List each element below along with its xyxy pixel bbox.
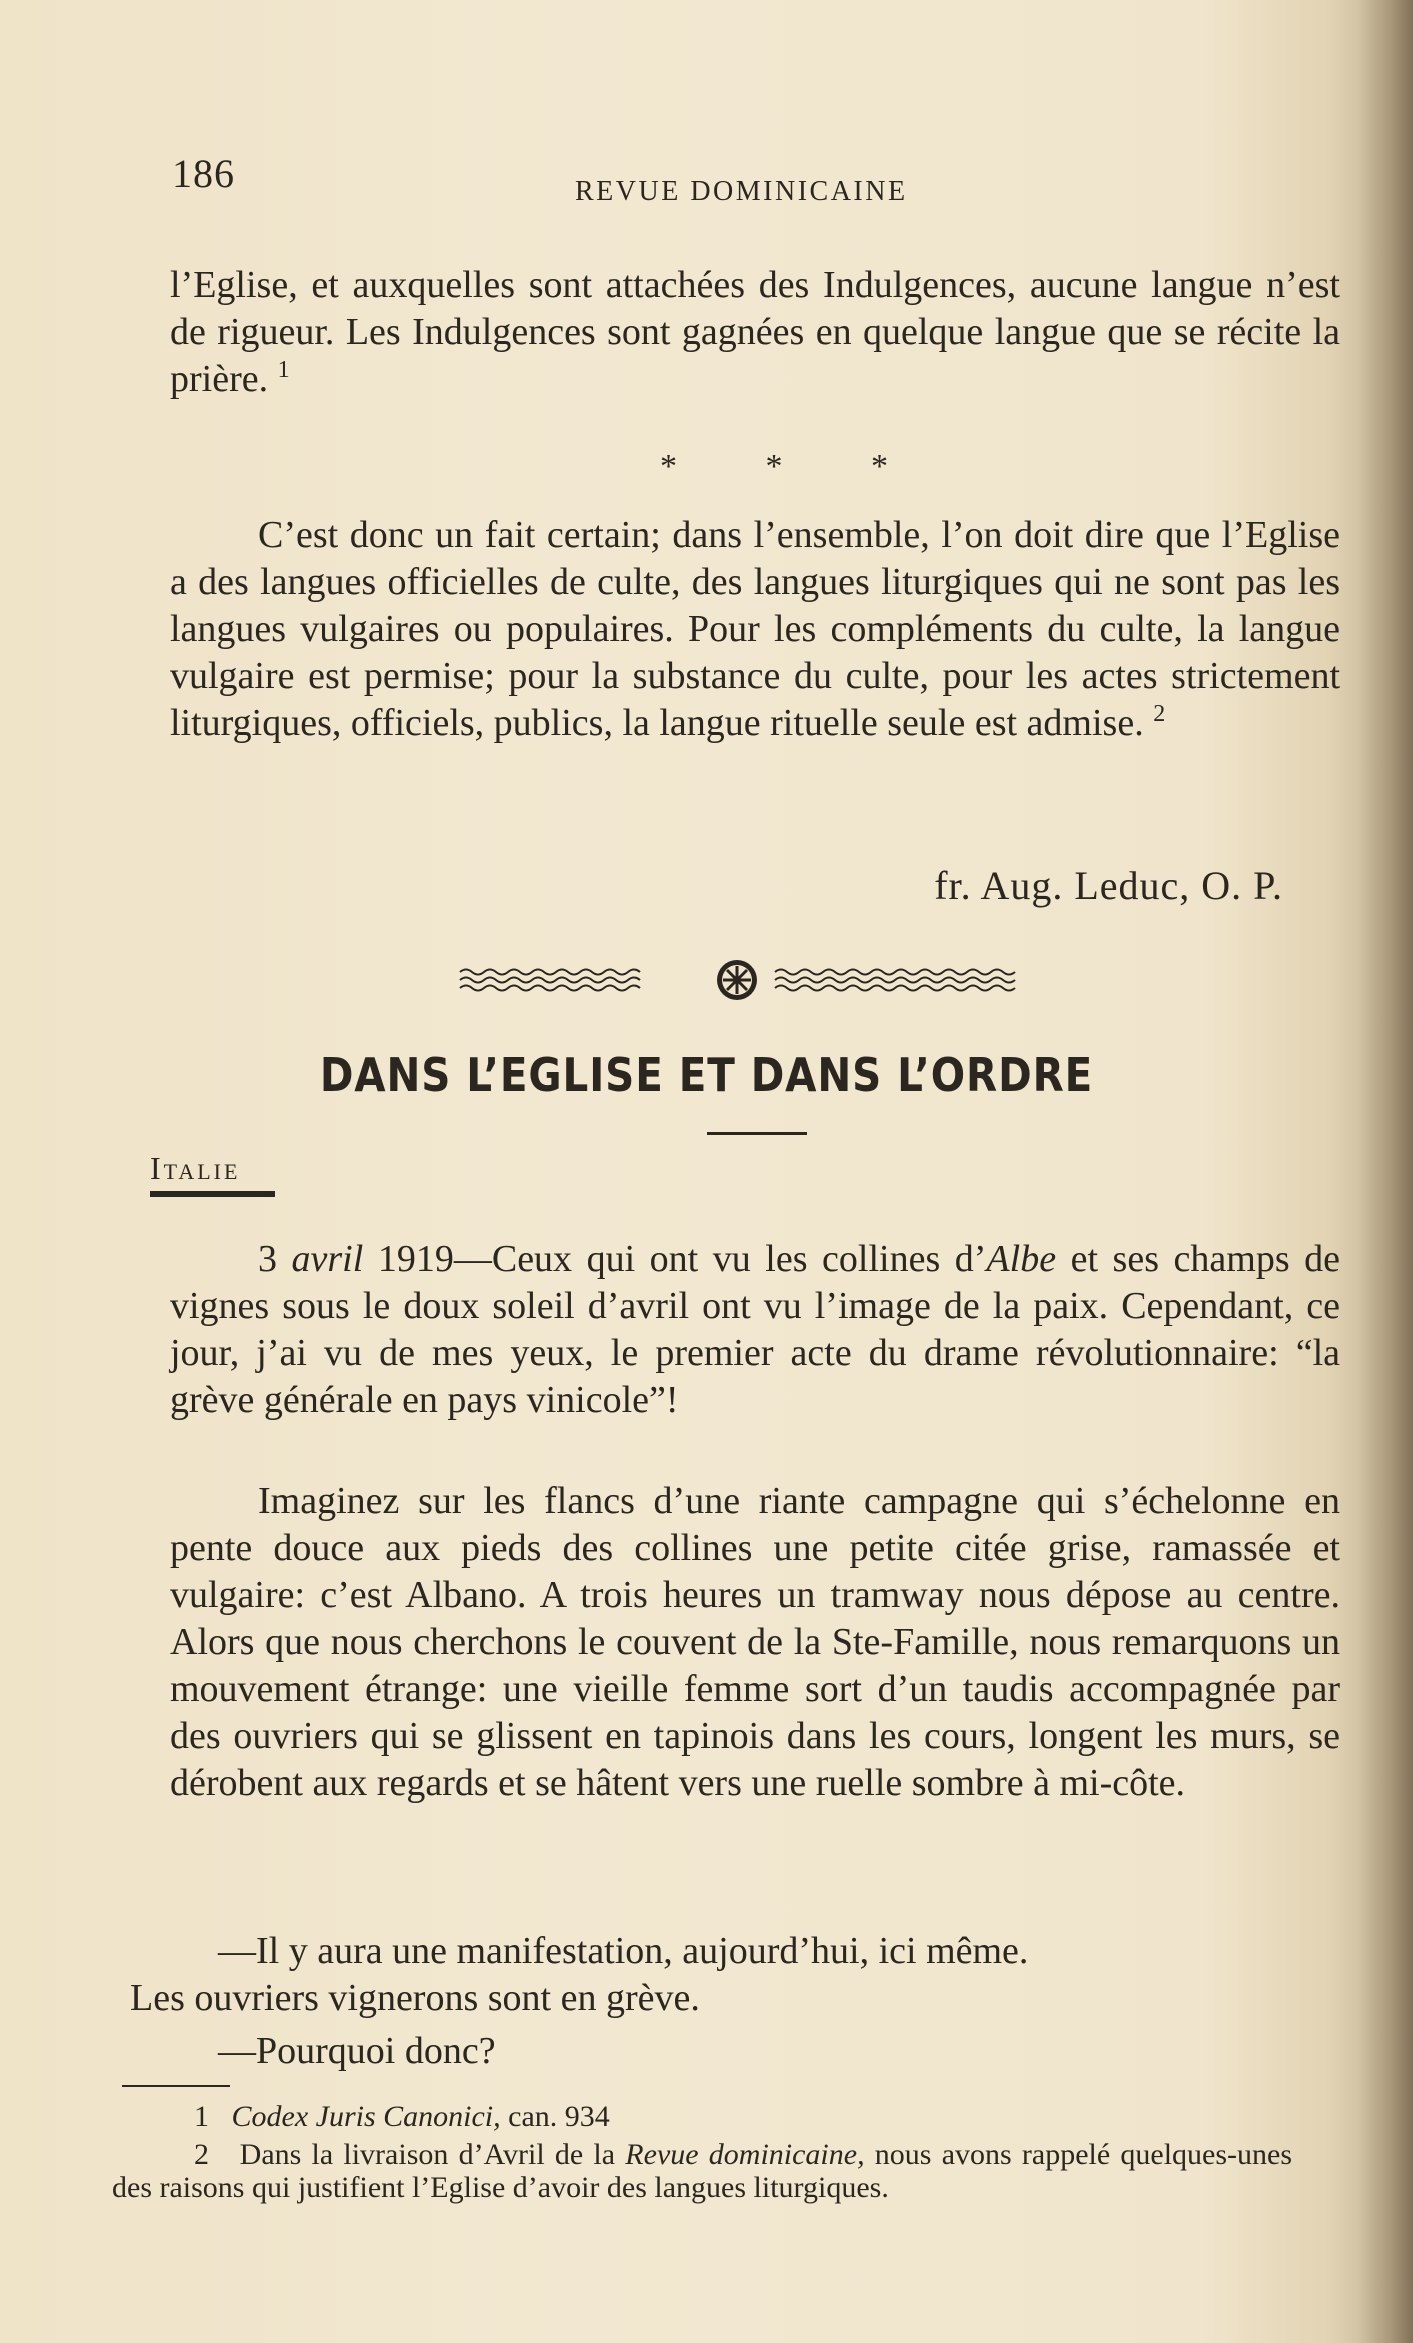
place-name: Albe [986, 1238, 1057, 1280]
date-month: avril [291, 1238, 364, 1280]
author-signature: fr. Aug. Leduc, O. P. [934, 863, 1283, 908]
footnote-2-title: Revue dominicaine, [625, 2138, 865, 2171]
article-paragraph-2 [170, 1478, 1340, 1807]
article-paragraph-1-lead: 1919—Ceux qui ont vu les collines d’ [377, 1238, 987, 1280]
footnote-1-title: Codex Juris Canonici, [231, 2100, 501, 2133]
section-separator: * * * [660, 448, 928, 485]
footnote-2 [112, 2138, 1292, 2204]
conclusion-paragraph [170, 512, 1340, 747]
dialogue-line-1-continued: Les ouvriers vignerons sont en grève. [130, 1977, 700, 2019]
footnote-ref-2: 2 [1153, 701, 1166, 727]
subhead-rule [150, 1191, 275, 1197]
footnote-rule [122, 2085, 230, 2087]
dialogue-line-2-text: —Pourquoi donc? [218, 2030, 496, 2072]
dialogue-line-1 [130, 1928, 1340, 1975]
dialogue-line-1-text: —Il y aura une manifestation, aujourd’hui, ici même. [218, 1930, 1029, 1972]
running-head: REVUE DOMINICAINE [575, 176, 908, 207]
date-day: 3 [258, 1238, 277, 1280]
rosette-icon [717, 960, 757, 1000]
footnote-1-text: can. 934 [500, 2100, 610, 2133]
article-paragraph-2-text: Imaginez sur les flancs d’une riante campagne qui s’échelonne en pente douce aux pieds des collines une petite citée grise, ramassée et vulgaire: c’est Albano. A trois heures un tramway nous dépose au centre. Alors que nous cherchons le couvent de la Ste-Famille, nous remarquons un mouvement étrange: une vieille femme sort d’un taudis accompagnée par des ouvriers qui se glissent en tapinois dans les cours, longent les murs, se dérobent aux regards et se hâtent vers une ruelle sombre à mi-côte. [170, 1480, 1340, 1804]
heading-rule [707, 1132, 807, 1135]
footnote-2-number: 2 [194, 2138, 209, 2171]
footnote-1 [112, 2100, 1292, 2133]
section-heading: DANS L’EGLISE ET DANS L’ORDRE [319, 1048, 1094, 1102]
conclusion-paragraph-text: C’est donc un fait certain; dans l’ensemble, l’on doit dire que l’Eglise a des langues officielles de culte, des langues liturgiques qui ne sont pas les langues vulgaires ou populaires. Pour les compléments du culte, la langue vulgaire est permise; pour la substance du culte, pour les actes strictement liturgiques, officiels, publics, la langue rituelle seule est admise. [170, 514, 1340, 744]
footnote-1-number: 1 [194, 2100, 209, 2133]
opening-paragraph [170, 262, 1340, 403]
country-subhead: Italie [150, 1150, 241, 1186]
footnote-ref-1: 1 [277, 357, 290, 383]
dialogue-line-2 [130, 2028, 1340, 2075]
opening-paragraph-text: l’Eglise, et auxquelles sont attachées des Indulgences, aucune langue n’est de rigueur. Les Indulgences sont gagnées en quelque langue que se récite la prière. [170, 264, 1340, 400]
article-paragraph-1 [170, 1236, 1340, 1424]
decorative-divider [455, 955, 1025, 1005]
footnote-2-lead: Dans la livraison d’Avril de la [239, 2138, 626, 2171]
page-number: 186 [172, 151, 235, 196]
article-paragraph-1-rest: et ses champs de vignes sous le doux soleil d’avril ont vu l’image de la paix. Cependant, ce jour, j’ai vu de mes yeux, le premier acte du drame révolutionnaire: “la grève générale en pays vinicole”! [170, 1238, 1340, 1421]
footnote-2-text: nous avons rappelé quelques-unes des raisons qui justifient l’Eglise d’avoir des langues liturgiques. [112, 2138, 1293, 2204]
